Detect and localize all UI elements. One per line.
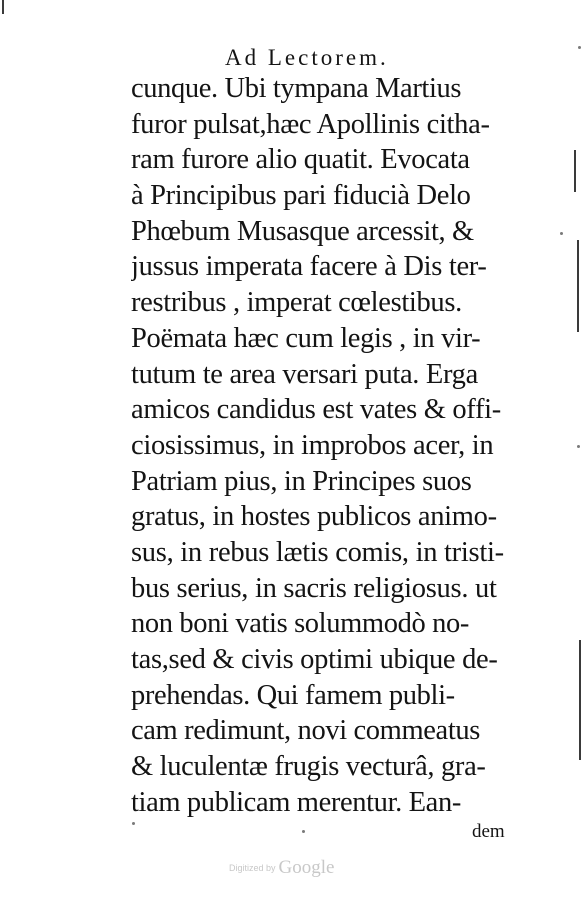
text-line: tas,sed & civis optimi ubique de- xyxy=(131,644,498,675)
text-line: tiam publicam merentur. Ean- xyxy=(131,786,461,818)
text-line: Patriam pius, in Principes suos xyxy=(131,465,472,497)
page-text xyxy=(131,71,526,820)
text-line: & luculentæ frugis vecturâ, gra- xyxy=(131,751,486,783)
watermark-prefix: Digitized by xyxy=(229,863,276,873)
text-line: furor pulsat,hæc Apollinis cithа- xyxy=(131,108,490,140)
text-line: ciosissimus, in improbos acer, in xyxy=(131,429,494,461)
ink-speck xyxy=(302,830,305,833)
page-edge-mark xyxy=(2,0,4,14)
text-line: gratus, in hostes publicos animo- xyxy=(131,501,497,533)
text-line: à Principibus pari fiducià Delo xyxy=(131,180,471,212)
text-line: cam redimunt, novi commeatus xyxy=(131,715,480,747)
text-line: non boni vatis solummodò no- xyxy=(131,608,469,640)
text-line: ram furore alio quatit. Evocata xyxy=(131,144,470,176)
page-edge-mark xyxy=(579,640,581,760)
page-edge-mark xyxy=(577,240,579,332)
watermark-brand: Google xyxy=(278,857,335,878)
text-line: jussus imperata facere à Dis ter- xyxy=(131,251,487,283)
running-header: Ad Lectorem. xyxy=(225,45,389,70)
digitization-watermark xyxy=(229,857,359,879)
text-line: amicos candidus est vates & offi- xyxy=(131,394,501,426)
text-line: tutum te area versari puta. Erga xyxy=(131,358,478,390)
text-line: sus, in rebus lætis comis, in tristi- xyxy=(131,536,504,568)
text-line: Poëmata hæc cum legis , in vir- xyxy=(131,322,481,354)
ink-speck xyxy=(578,46,581,49)
text-line: prehendas. Qui famem publi- xyxy=(131,679,455,711)
text-line: cunque. Ubi tympana Martius xyxy=(131,73,462,104)
text-line: restribus , imperat cœlestibus. xyxy=(131,287,462,319)
ink-speck xyxy=(577,445,580,448)
ink-speck xyxy=(560,232,563,235)
text-line: bus serius, in sacris religiosus. ut xyxy=(131,572,497,604)
text-line: Phœbum Musasque arcessit, & xyxy=(131,215,474,247)
ink-speck xyxy=(132,822,135,825)
catchword: dem xyxy=(472,821,505,842)
page-edge-mark xyxy=(574,150,576,192)
